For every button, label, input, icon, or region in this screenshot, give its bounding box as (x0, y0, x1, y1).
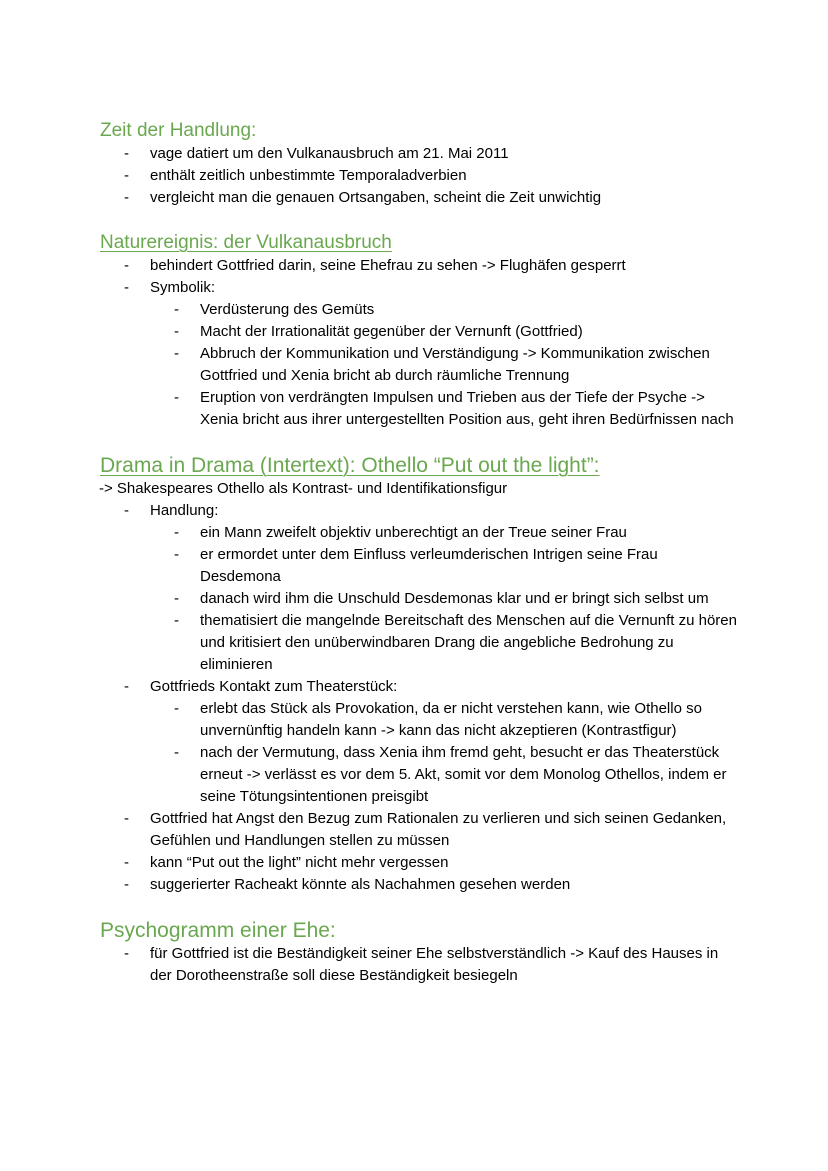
list-item (100, 874, 740, 896)
list-item-text: Gottfried hat Angst den Bezug zum Rationalen zu verlieren und sich seinen Gedanken, Gefühlen und Handlungen stellen zu müssen (150, 809, 727, 849)
list-item (100, 610, 740, 676)
list-item-text: kann “Put out the light” nicht mehr vergessen (150, 853, 449, 871)
bullet-dash: - (174, 322, 179, 340)
bullet-dash: - (124, 809, 129, 827)
list-item (100, 321, 740, 343)
list-zeit (100, 143, 740, 209)
heading-naturereignis: Naturereignis: der Vulkanausbruch (100, 231, 392, 253)
bullet-dash: - (124, 166, 129, 184)
bullet-dash: - (124, 256, 129, 274)
bullet-dash: - (174, 611, 179, 629)
bullet-dash: - (124, 501, 129, 519)
list-item-text: vergleicht man die genauen Ortsangaben, scheint die Zeit unwichtig (150, 188, 602, 206)
list-item-text: Abbruch der Kommunikation und Verständigung -> Kommunikation zwischen Gottfried und Xenia bricht ab durch räumliche Trennung (200, 344, 710, 384)
list-item-text: Gottfrieds Kontakt zum Theaterstück: (150, 677, 398, 695)
list-item (100, 143, 740, 165)
bullet-dash: - (174, 545, 179, 563)
bullet-dash: - (124, 875, 129, 893)
list-item (100, 808, 740, 852)
list-item (100, 544, 740, 588)
list-item-text: behindert Gottfried darin, seine Ehefrau zu sehen -> Flughäfen gesperrt (150, 256, 626, 274)
intro-line: -> Shakespeares Othello als Kontrast- und Identifikationsfigur (99, 479, 508, 497)
list-item (100, 165, 740, 187)
bullet-dash: - (124, 144, 129, 162)
list-item (100, 676, 740, 698)
list-handlung (100, 500, 740, 522)
list-item-text: Handlung: (150, 501, 219, 519)
list-item (100, 387, 740, 431)
bullet-dash: - (174, 388, 179, 406)
list-item (100, 943, 740, 987)
list-item-text: Eruption von verdrängten Impulsen und Trieben aus der Tiefe der Psyche -> Xenia bricht aus ihrer untergestellten Position aus, geht ihren Bedürfnissen nach (200, 388, 734, 428)
heading-psychogramm: Psychogramm einer Ehe: (100, 918, 336, 942)
list-item (100, 343, 740, 387)
list-psychogramm (100, 943, 740, 987)
list-item-text: Symbolik: (150, 278, 216, 296)
bullet-dash: - (124, 853, 129, 871)
list-item (100, 299, 740, 321)
list-item (100, 277, 740, 299)
list-item-text: Verdüsterung des Gemüts (200, 300, 375, 318)
list-item (100, 742, 740, 808)
bullet-dash: - (174, 743, 179, 761)
bullet-dash: - (174, 300, 179, 318)
list-item (100, 698, 740, 742)
list-item-text: ein Mann zweifelt objektiv unberechtigt an der Treue seiner Frau (200, 523, 627, 541)
list-item-text: suggerierter Racheakt könnte als Nachahmen gesehen werden (150, 875, 571, 893)
list-item-text: thematisiert die mangelnde Bereitschaft des Menschen auf die Vernunft zu hören und kritisiert den unüberwindbaren Drang die angebliche Bedrohung zu eliminieren (200, 611, 737, 673)
list-item-text: Macht der Irrationalität gegenüber der Vernunft (Gottfried) (200, 322, 583, 340)
list-item (100, 187, 740, 209)
document-content (100, 120, 740, 987)
list-item (100, 255, 740, 277)
list-item-text: für Gottfried ist die Beständigkeit seiner Ehe selbstverständlich -> Kauf des Hauses in der Dorotheenstraße soll diese Beständigkeit besiegeln (150, 944, 719, 984)
list-item-text: enthält zeitlich unbestimmte Temporaladverbien (150, 166, 467, 184)
list-item-text: danach wird ihm die Unschuld Desdemonas klar und er bringt sich selbst um (200, 589, 709, 607)
bullet-dash: - (174, 589, 179, 607)
heading-zeit-der-handlung: Zeit der Handlung: (100, 120, 257, 141)
list-item-text: vage datiert um den Vulkanausbruch am 21. Mai 2011 (150, 144, 509, 162)
bullet-dash: - (124, 677, 129, 695)
bullet-dash: - (124, 188, 129, 206)
list-item (100, 852, 740, 874)
list-naturereignis (100, 255, 740, 299)
bullet-dash: - (174, 699, 179, 717)
list-item-text: nach der Vermutung, dass Xenia ihm fremd geht, besucht er das Theaterstück erneut -> verlässt es vor dem 5. Akt, somit vor dem Monolog Othellos, indem er seine Tötungsintentionen preisgibt (200, 743, 727, 805)
bullet-dash: - (174, 523, 179, 541)
heading-drama-in-drama: Drama in Drama (Intertext): Othello “Put out the light”: (100, 453, 600, 477)
list-item (100, 588, 740, 610)
list-kontakt (100, 676, 740, 698)
sublist-kontakt (100, 698, 740, 808)
sublist-symbolik (100, 299, 740, 431)
bullet-dash: - (124, 944, 129, 962)
list-item (100, 522, 740, 544)
list-item (100, 500, 740, 522)
list-item-text: erlebt das Stück als Provokation, da er nicht verstehen kann, wie Othello so unvernünftig handeln kann -> kann das nicht akzeptieren (Kontrastfigur) (200, 699, 702, 739)
bullet-dash: - (174, 344, 179, 362)
bullet-dash: - (124, 278, 129, 296)
list-item-text: er ermordet unter dem Einfluss verleumderischen Intrigen seine Frau Desdemona (200, 545, 658, 585)
sublist-handlung (100, 522, 740, 676)
list-gottfried (100, 808, 740, 896)
